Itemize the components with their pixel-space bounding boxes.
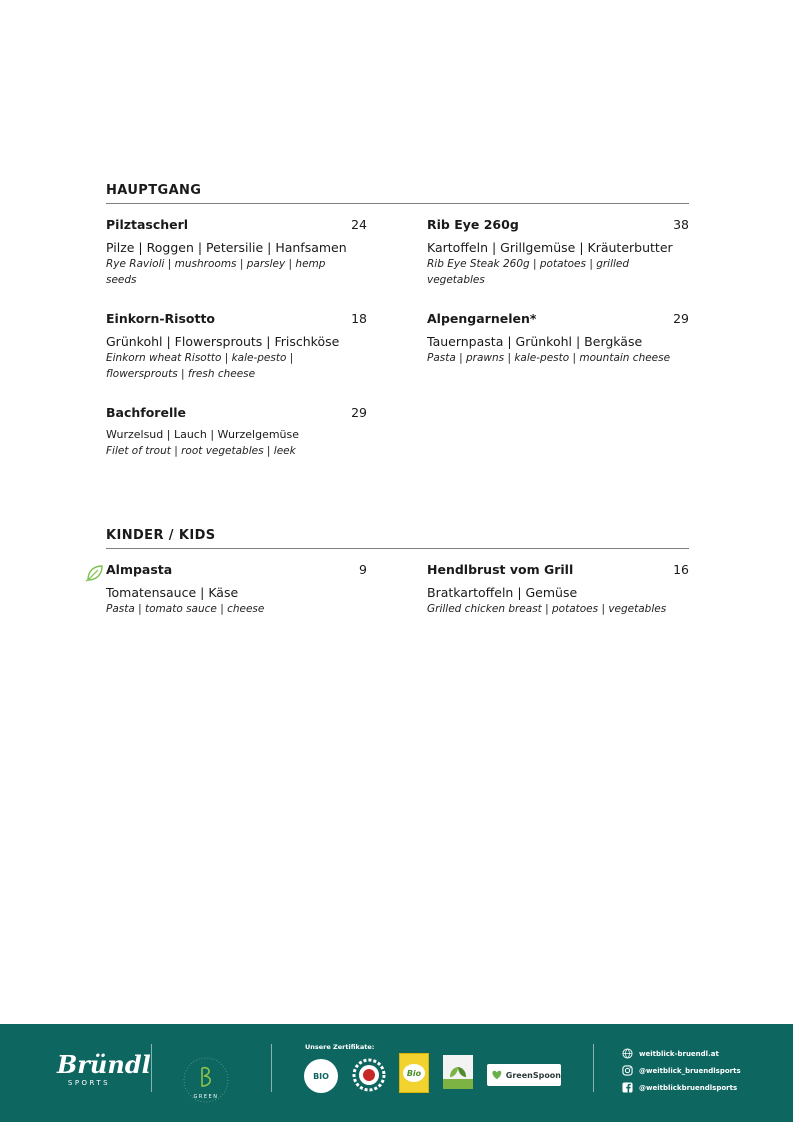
heart-leaf-icon (491, 1069, 503, 1081)
dish-price: 29 (673, 311, 689, 326)
dish-translation: vegetables (427, 274, 485, 286)
social-text: @weitblickbruendlsports (639, 1083, 738, 1092)
dish-translation: Grilled chicken breast | potatoes | vegetables (427, 603, 667, 615)
leaf-icon (85, 563, 105, 583)
section-kids (106, 528, 689, 549)
certificates-label: Unsere Zertifikate: (305, 1043, 375, 1051)
cert-bio-text: BIO (313, 1071, 329, 1081)
brand-subtitle: SPORTS (67, 1079, 111, 1087)
dish-name: Pilztascherl (106, 217, 189, 232)
dish-item (106, 311, 367, 382)
cert-bio-eu (399, 1053, 429, 1093)
section-main-course (106, 183, 689, 204)
social-text: weitblick-bruendl.at (639, 1049, 719, 1058)
dish-translation: Pasta | prawns | kale-pesto | mountain cheese (427, 352, 671, 364)
dish-translation: Filet of trout | root vegetables | leek (106, 445, 296, 457)
dish-item (427, 311, 689, 366)
dish-item (106, 217, 367, 288)
dish-price: 9 (359, 562, 367, 577)
social-facebook[interactable] (622, 1082, 737, 1093)
dish-price: 16 (673, 562, 689, 577)
divider (151, 1044, 152, 1092)
social-website[interactable] (622, 1048, 719, 1059)
section-title: KINDER / KIDS (106, 528, 689, 549)
dish-name: Rib Eye 260g (427, 217, 519, 232)
cert-circle-badge-icon (350, 1056, 388, 1094)
dish-translation: Rye Ravioli | mushrooms | parsley | hemp (106, 258, 326, 270)
dish-name: Almpasta (106, 562, 173, 577)
bio-label-icon (399, 1053, 429, 1093)
divider (593, 1044, 594, 1092)
cert-nature (443, 1055, 473, 1089)
dish-item (427, 217, 689, 288)
section-title: HAUPTGANG (106, 183, 689, 204)
social-text: @weitblick_bruendlsports (639, 1066, 741, 1075)
instagram-icon (622, 1065, 633, 1076)
dish-description: Tomatensauce | Käse (106, 585, 239, 600)
dish-price: 24 (351, 217, 367, 232)
dish-description: Kartoffeln | Grillgemüse | Kräuterbutter (427, 240, 673, 255)
cert-bio-austria (304, 1059, 338, 1093)
brand-logo (57, 1050, 151, 1094)
brand-name: Bründl (57, 1050, 151, 1079)
dish-item (427, 562, 689, 617)
dish-description: Pilze | Roggen | Petersilie | Hanfsamen (106, 240, 347, 255)
dish-translation: seeds (106, 274, 137, 286)
cert-greenspoon (487, 1064, 561, 1086)
dish-item (106, 562, 367, 617)
divider (271, 1044, 272, 1092)
dish-description: Bratkartoffeln | Gemüse (427, 585, 578, 600)
globe-icon (622, 1048, 633, 1059)
facebook-icon (622, 1082, 633, 1093)
leaf-pair-icon (448, 1065, 468, 1079)
green-logo-text: GREEN (193, 1094, 219, 1100)
dish-translation: Rib Eye Steak 260g | potatoes | grilled (427, 258, 630, 270)
green-logo (180, 1054, 232, 1106)
dish-description: Tauernpasta | Grünkohl | Bergkäse (427, 334, 643, 349)
dish-name: Bachforelle (106, 405, 186, 420)
dish-price: 29 (351, 405, 367, 420)
dish-name: Alpengarnelen* (427, 311, 537, 326)
dish-name: Hendlbrust vom Grill (427, 562, 574, 577)
dish-translation: flowersprouts | fresh cheese (106, 368, 256, 380)
dish-price: 38 (673, 217, 689, 232)
footer (0, 1024, 793, 1122)
dish-description: Grünkohl | Flowersprouts | Frischköse (106, 334, 340, 349)
dish-name: Einkorn-Risotto (106, 311, 216, 326)
dish-item (106, 405, 367, 459)
greenspoon-text: GreenSpoon (505, 1070, 561, 1080)
bio-badge-icon (304, 1059, 338, 1093)
cert-bio2-text: Bio (403, 1064, 425, 1082)
social-instagram[interactable] (622, 1065, 741, 1076)
dish-translation: Pasta | tomato sauce | cheese (106, 603, 265, 615)
nature-badge-icon (443, 1055, 473, 1089)
dish-description: Wurzelsud | Lauch | Wurzelgemüse (106, 428, 300, 441)
dish-price: 18 (351, 311, 367, 326)
dish-translation: Einkorn wheat Risotto | kale-pesto | (106, 352, 294, 364)
